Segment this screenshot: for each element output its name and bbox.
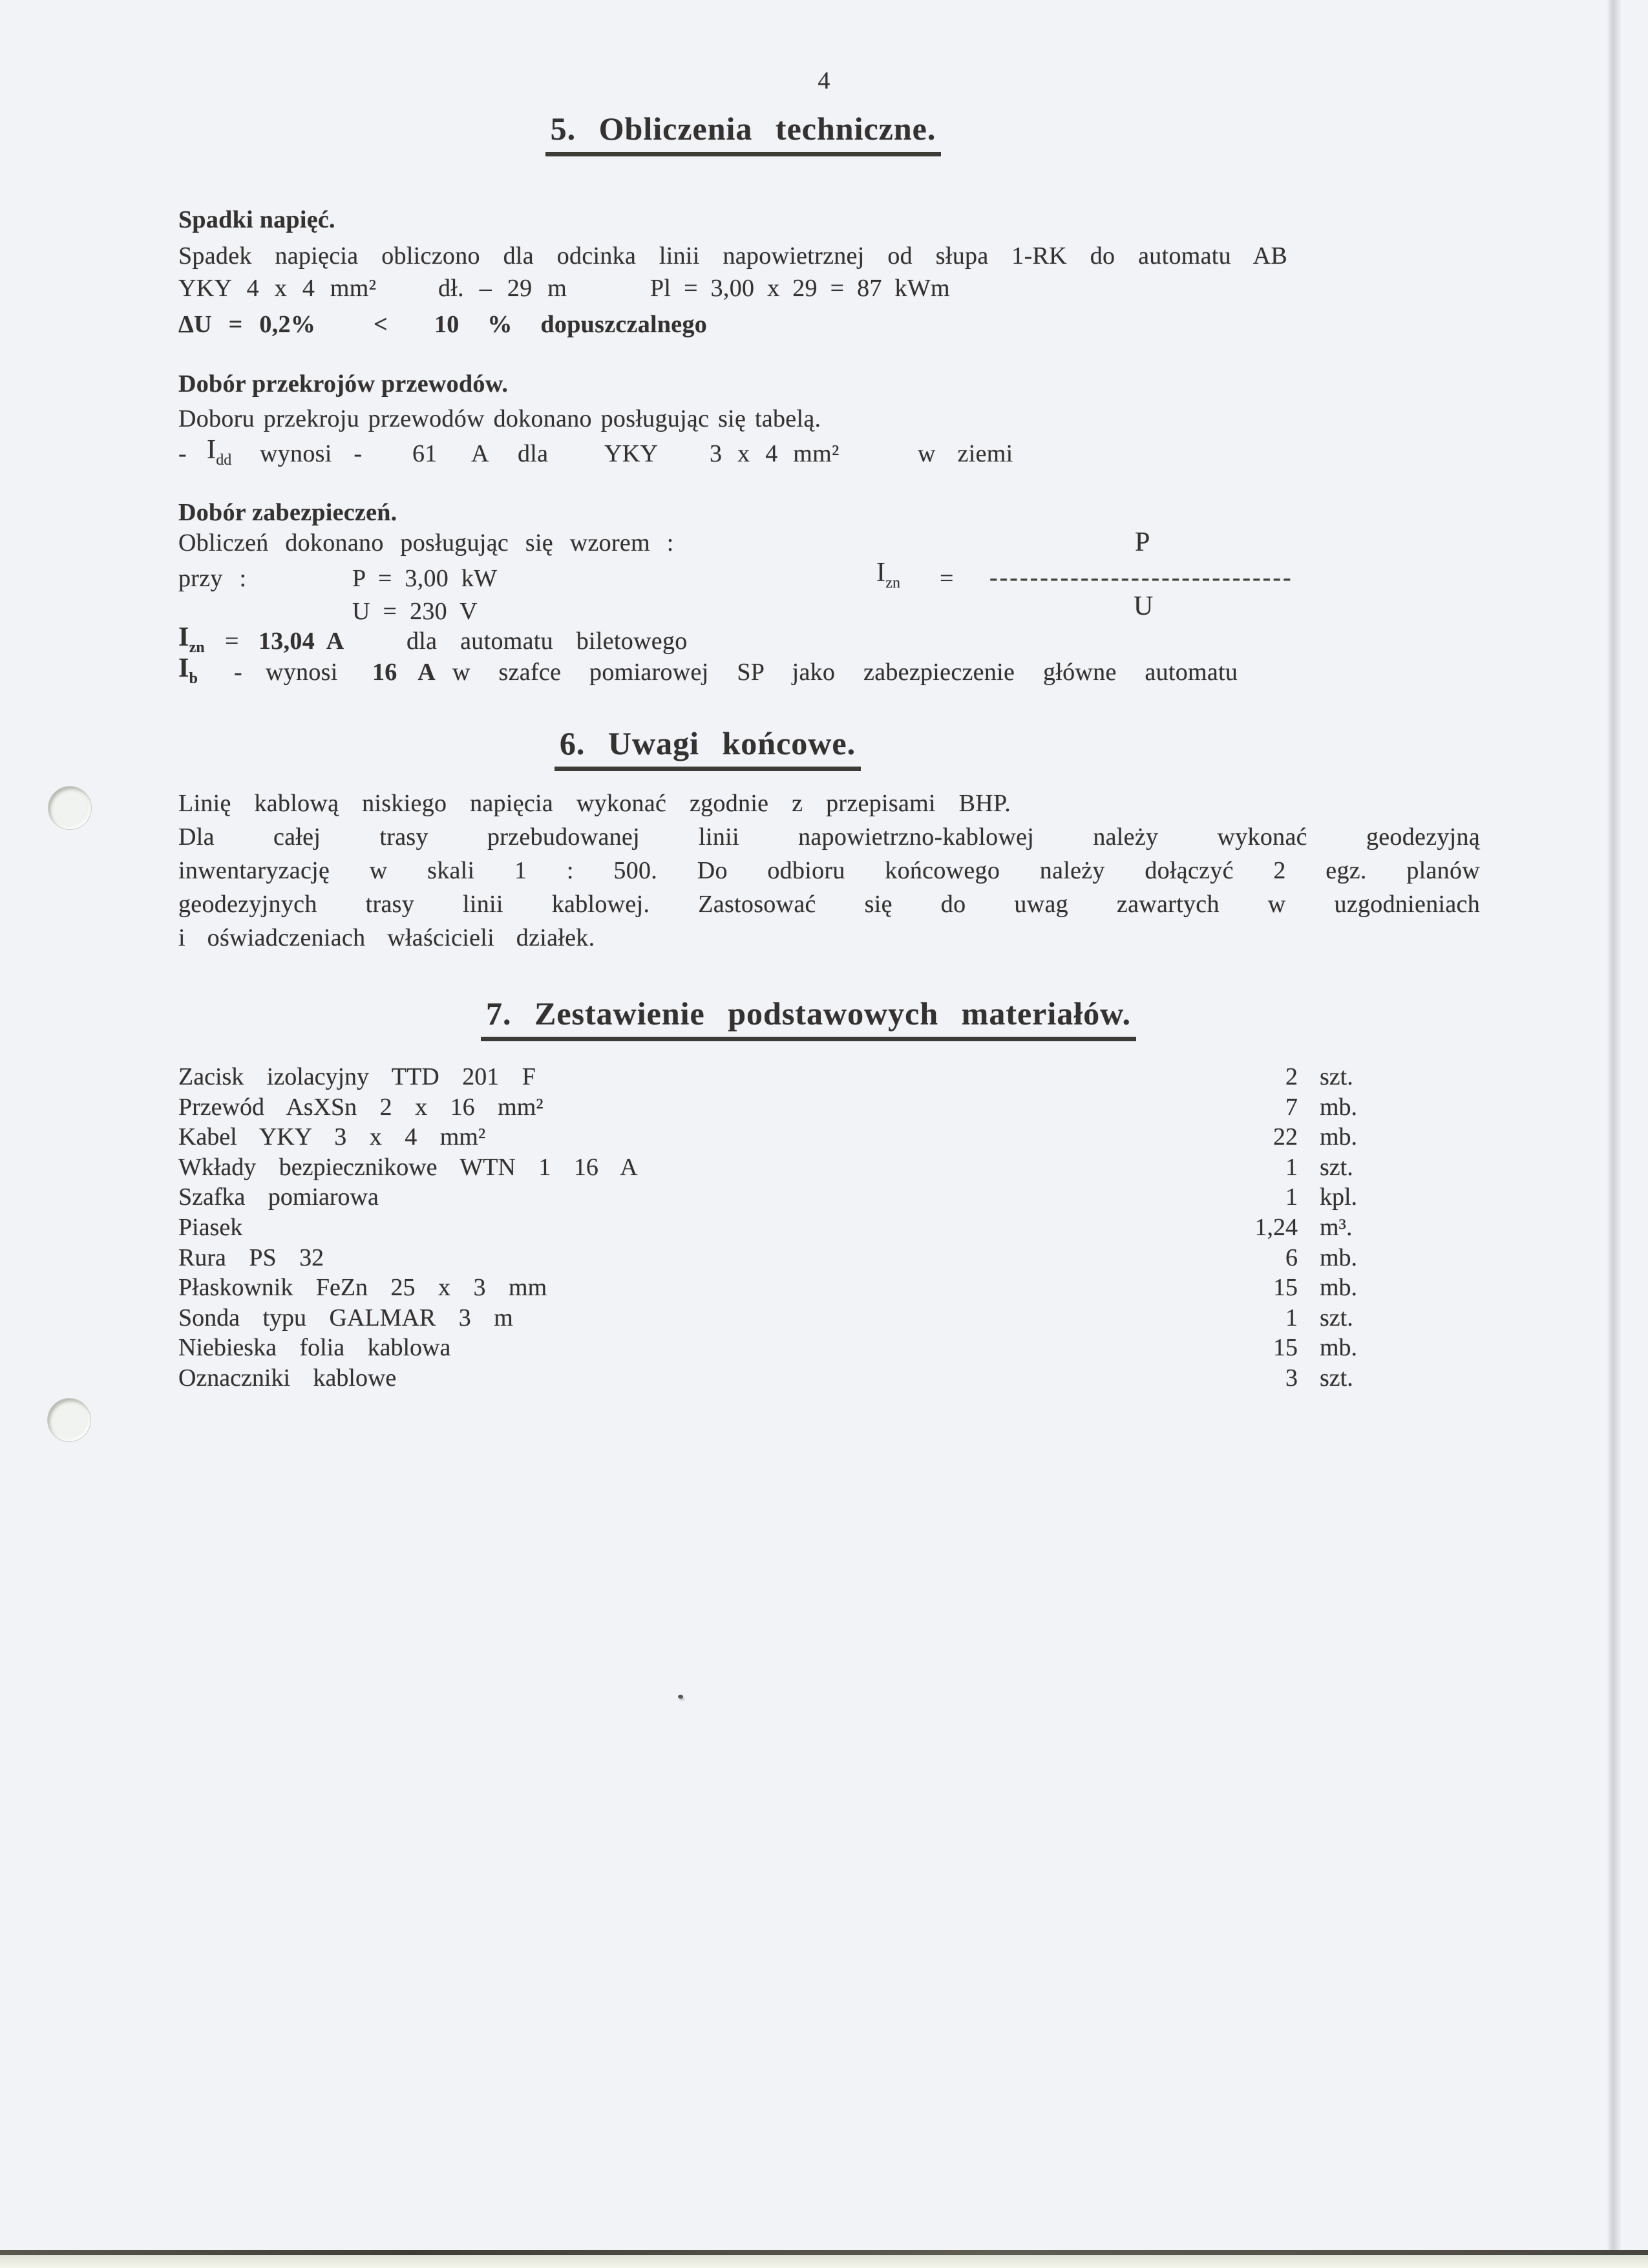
material-qty: 2 <box>1285 1063 1298 1090</box>
punch-hole-top <box>48 786 92 830</box>
fraction-bar: ------------------------------ <box>989 564 1293 591</box>
fraction-denominator: U <box>1134 591 1154 621</box>
material-row <box>0 1123 1648 1153</box>
section5-heading-row <box>178 111 1308 156</box>
idd-cable: YKY <box>604 440 659 467</box>
material-name: Kabel YKY 3 x 4 mm² <box>178 1123 486 1151</box>
idd-where: w ziemi <box>918 440 1013 467</box>
izn-result-base: I <box>178 622 189 652</box>
materials-list <box>0 1063 1648 1394</box>
ib-subscript: b <box>189 670 198 687</box>
power-formula: Pl = 3,00 x 29 = 87 kWm <box>650 275 950 302</box>
delta-u-value: ΔU = 0,2% <box>178 311 316 338</box>
material-row <box>0 1153 1648 1183</box>
material-row <box>0 1273 1648 1304</box>
izn-result-equals: = <box>225 628 239 655</box>
ib-rest: w szafce pomiarowej SP jako zabezpieczenie główne automatu <box>452 659 1238 686</box>
remarks-line-1: Linię kablową niskiego napięcia wykonać zgodnie z przepisami BHP. <box>178 790 1011 817</box>
material-name: Piasek <box>178 1213 243 1241</box>
remarks-line-2: Dla całej trasy przebudowanej linii napowietrzno-kablowej należy wykonać geodezyjną <box>178 823 1480 851</box>
idd-subscript: dd <box>216 452 232 469</box>
izn-subscript: zn <box>885 575 900 591</box>
cable-length: dł. – 29 m <box>438 275 567 302</box>
remarks-line-4: geodezyjnych trasy linii kablowej. Zastosować się do uwag zawartych w uzgodnieniach <box>178 891 1480 918</box>
idd-base: I <box>207 435 217 465</box>
material-unit: mb. <box>1320 1123 1358 1151</box>
voltage-drops-heading: Spadki napięć. <box>178 206 335 233</box>
material-row <box>0 1093 1648 1123</box>
material-row <box>0 1213 1648 1244</box>
material-row <box>0 1304 1648 1334</box>
material-unit: mb. <box>1320 1334 1358 1362</box>
material-unit: szt. <box>1320 1063 1353 1090</box>
cross-section-heading: Dobór przekrojów przewodów. <box>178 370 509 397</box>
material-name: Niebieska folia kablowa <box>178 1334 451 1362</box>
scan-edge-bottom <box>0 2250 1648 2255</box>
izn-result-value: 13,04 A <box>259 628 344 655</box>
material-name: Wkłady bezpiecznikowe WTN 1 16 A <box>178 1153 638 1181</box>
przy-label: przy : <box>178 565 247 592</box>
material-qty: 1,24 <box>1254 1213 1298 1241</box>
idd-dash: - <box>178 440 187 467</box>
izn-symbol <box>876 558 900 591</box>
delta-u-limit: 10 % dopuszczalnego <box>434 311 708 338</box>
material-qty: 1 <box>1285 1183 1298 1211</box>
material-name: Rura PS 32 <box>178 1244 324 1271</box>
material-unit: m³. <box>1320 1213 1353 1241</box>
material-name: Płaskownik FeZn 25 x 3 mm <box>178 1274 547 1302</box>
protection-intro: Obliczeń dokonano posługując się wzorem : <box>178 529 674 556</box>
material-name: Zacisk izolacyjny TTD 201 F <box>178 1063 536 1090</box>
material-row <box>0 1333 1648 1364</box>
izn-base: I <box>876 558 886 588</box>
section7-title: 7. Zestawienie podstawowych materiałów. <box>481 995 1136 1041</box>
material-unit: mb. <box>1320 1274 1358 1302</box>
material-unit: mb. <box>1320 1093 1358 1121</box>
ib-wynosi: wynosi <box>266 659 338 686</box>
scan-edge-right <box>1607 0 1621 2250</box>
material-qty: 1 <box>1285 1153 1298 1181</box>
idd-symbol <box>207 436 231 468</box>
material-row <box>0 1063 1648 1093</box>
less-than-sign: < <box>374 311 388 338</box>
ib-value: 16 A <box>372 659 436 686</box>
izn-result-note: dla automatu biletowego <box>407 628 688 655</box>
material-qty: 6 <box>1285 1244 1298 1271</box>
ib-symbol <box>178 654 198 686</box>
cable-spec: YKY 4 x 4 mm² <box>178 275 377 302</box>
material-unit: szt. <box>1320 1364 1353 1392</box>
idd-wynosi: wynosi - <box>260 440 363 467</box>
material-unit: szt. <box>1320 1153 1353 1181</box>
material-name: Sonda typu GALMAR 3 m <box>178 1304 513 1331</box>
material-name: Przewód AsXSn 2 x 16 mm² <box>178 1093 544 1121</box>
cross-section-intro: Doboru przekroju przewodów dokonano posługując się tabelą. <box>178 405 821 432</box>
material-unit: szt. <box>1320 1304 1353 1331</box>
section7-heading-row <box>178 995 1439 1041</box>
material-qty: 22 <box>1273 1123 1298 1151</box>
izn-result-symbol <box>178 623 205 655</box>
izn-equals: = <box>940 565 954 592</box>
section5-title: 5. Obliczenia techniczne. <box>545 111 942 156</box>
ink-speck <box>678 1695 683 1699</box>
protection-heading: Dobór zabezpieczeń. <box>178 499 397 526</box>
fraction-numerator: P <box>1135 527 1150 557</box>
material-name: Oznaczniki kablowe <box>178 1364 397 1392</box>
remarks-line-3: inwentaryzację w skali 1 : 500. Do odbioru końcowego należy dołączyć 2 egz. planów <box>178 857 1480 884</box>
idd-dla: dla <box>518 440 549 467</box>
material-name: Szafka pomiarowa <box>178 1183 379 1211</box>
u-equation: U = 230 V <box>352 598 478 625</box>
ib-dash: - <box>234 659 242 686</box>
section6-heading-row <box>178 725 1237 771</box>
material-qty: 1 <box>1285 1304 1298 1331</box>
p-equation: P = 3,00 kW <box>352 565 498 592</box>
material-qty: 15 <box>1273 1334 1298 1362</box>
material-qty: 7 <box>1285 1093 1298 1121</box>
remarks-line-5: i oświadczeniach właścicieli działek. <box>178 924 595 951</box>
material-qty: 3 <box>1285 1364 1298 1392</box>
idd-unit: A <box>471 440 489 467</box>
page-number: 4 <box>818 67 830 94</box>
material-row <box>0 1183 1648 1213</box>
material-row <box>0 1364 1648 1394</box>
izn-result-subscript: zn <box>189 639 205 656</box>
idd-cable-size: 3 x 4 mm² <box>710 440 840 467</box>
material-row <box>0 1244 1648 1274</box>
material-unit: mb. <box>1320 1244 1358 1271</box>
material-unit: kpl. <box>1320 1183 1358 1211</box>
idd-value: 61 <box>412 440 438 467</box>
scanner-background-strip <box>0 2255 1648 2268</box>
ib-base: I <box>178 653 189 683</box>
section6-title: 6. Uwagi końcowe. <box>555 725 861 771</box>
punch-hole-bottom <box>47 1398 91 1442</box>
material-qty: 15 <box>1273 1274 1298 1302</box>
voltage-drops-intro: Spadek napięcia obliczono dla odcinka linii napowietrznej od słupa 1-RK do automatu AB <box>178 242 1288 270</box>
